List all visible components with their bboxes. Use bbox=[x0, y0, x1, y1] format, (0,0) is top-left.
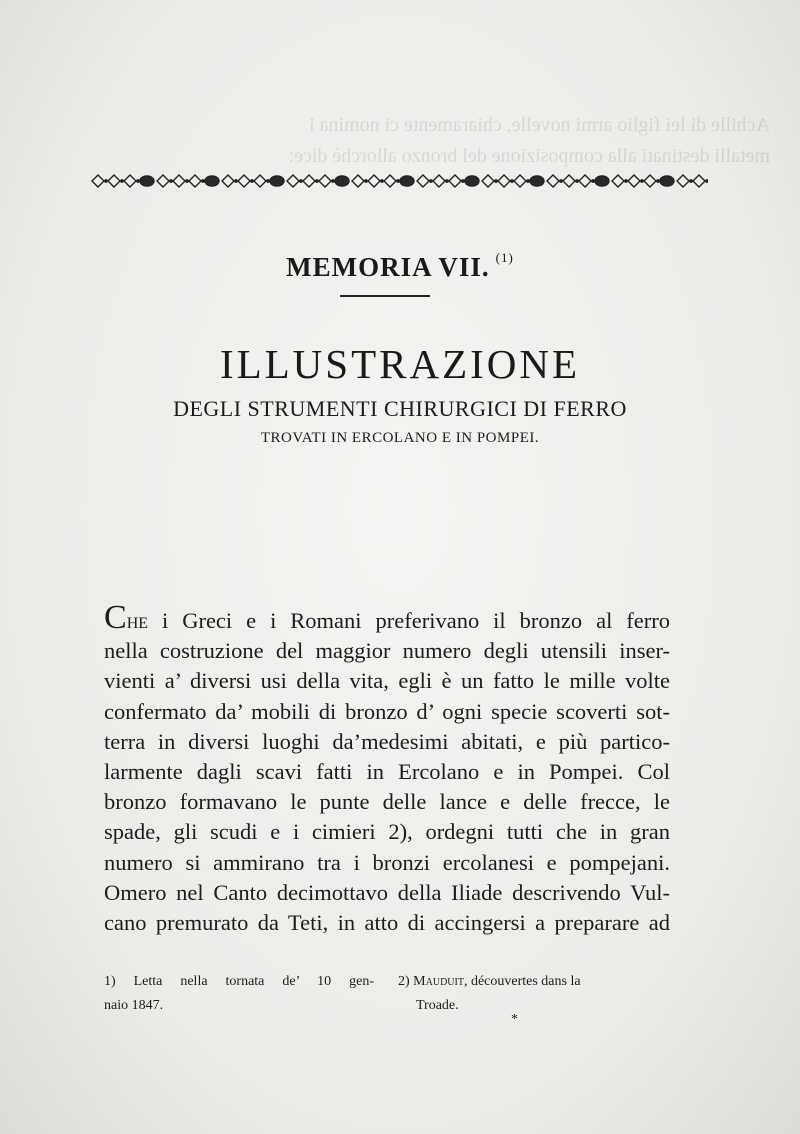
ornament-diamond bbox=[693, 175, 705, 187]
memoria-label: MEMORIA VII. bbox=[286, 252, 490, 282]
text-line: larmente dagli scavi fatti in Ercolano e in Pompei. Col bbox=[104, 759, 670, 785]
ornament-dot bbox=[186, 180, 188, 182]
footnote-2: 2) Mauduit, découvertes dans la Troade. bbox=[398, 970, 674, 1018]
ornament-diamond bbox=[547, 175, 559, 187]
body-paragraph bbox=[104, 599, 670, 938]
ornament-dot bbox=[316, 180, 318, 182]
ornament-diamond bbox=[92, 175, 104, 187]
ornament-dot bbox=[381, 180, 383, 182]
ornament-diamond bbox=[482, 175, 494, 187]
ornament-diamond bbox=[189, 175, 201, 187]
ornament-oval bbox=[660, 176, 674, 186]
ornament-dot bbox=[690, 180, 692, 182]
text-line: terra in diversi luoghi da’medesimi abitati, e più partico- bbox=[104, 728, 670, 754]
main-title: ILLUSTRAZIONE bbox=[219, 341, 581, 387]
footnote-2-author: Mauduit bbox=[413, 974, 464, 989]
text-line: numero si ammirano tra i bronzi ercolanesi e pompejani. bbox=[104, 849, 670, 875]
text-line: confermato da’ mobili di bronzo d’ ogni specie scoverti sot- bbox=[104, 698, 670, 724]
ornament-dot bbox=[462, 180, 464, 182]
ornament-diamond bbox=[238, 175, 250, 187]
footnote-1 bbox=[104, 970, 374, 1018]
bleed-through-text: Achille di lei figlio armi novelle, chiaramente ci nomina i metalli destinati alla composizione del bronzo allorchè dice: bbox=[288, 114, 770, 167]
ornament-diamond bbox=[579, 175, 591, 187]
ornament-dot bbox=[527, 180, 529, 182]
ornament-diamond bbox=[287, 175, 299, 187]
ornament-oval bbox=[335, 176, 349, 186]
ornament-oval bbox=[140, 176, 154, 186]
text-line: Che i Greci e i Romani preferivano il bronzo al ferro bbox=[104, 599, 670, 636]
ornament-dot bbox=[332, 180, 334, 182]
subtitle-secondary: TROVATI IN ERCOLANO E IN POMPEI. bbox=[260, 430, 540, 446]
ornament-dot bbox=[170, 180, 172, 182]
ornament-dot bbox=[430, 180, 432, 182]
ornament-dot bbox=[267, 180, 269, 182]
ornament-diamond bbox=[124, 175, 136, 187]
ornament-diamond bbox=[514, 175, 526, 187]
ornament-diamond bbox=[108, 175, 120, 187]
heading-rule bbox=[340, 295, 430, 297]
subtitle: DEGLI STRUMENTI CHIRURGICI DI FERRO bbox=[173, 396, 627, 421]
ornament-oval bbox=[400, 176, 414, 186]
ornament-diamond bbox=[157, 175, 169, 187]
ornament-oval bbox=[270, 176, 284, 186]
ornament-diamond bbox=[498, 175, 510, 187]
ornament-diamond bbox=[352, 175, 364, 187]
memoria-heading bbox=[0, 250, 800, 283]
ornament-dot bbox=[641, 180, 643, 182]
ornament-diamond bbox=[222, 175, 234, 187]
signature-mark: * bbox=[511, 1012, 518, 1027]
ornament-oval bbox=[205, 176, 219, 186]
text-line: Omero nel Canto decimottavo della Iliade descrivendo Vul- bbox=[104, 879, 670, 905]
ornament-dot bbox=[105, 180, 107, 182]
drop-cap: C bbox=[104, 599, 127, 636]
ornament-dot bbox=[657, 180, 659, 182]
ornament-dot bbox=[137, 180, 139, 182]
ornament-diamond bbox=[384, 175, 396, 187]
ornament-dot bbox=[365, 180, 367, 182]
footnote-1-line: naio 1847. bbox=[104, 998, 164, 1013]
text-line: vienti a’ diversi usi della vita, egli è un fatto le mille volte bbox=[104, 668, 670, 694]
ornament-dot bbox=[446, 180, 448, 182]
ornament-diamond bbox=[612, 175, 624, 187]
ornament-dot bbox=[235, 180, 237, 182]
ornament-dot bbox=[576, 180, 578, 182]
ornament-diamond bbox=[368, 175, 380, 187]
ornament-diamond bbox=[417, 175, 429, 187]
first-word-rest: he bbox=[126, 608, 149, 633]
ornament-dot bbox=[397, 180, 399, 182]
ornament-border bbox=[88, 170, 708, 192]
ornament-dot bbox=[121, 180, 123, 182]
ornament-diamond bbox=[644, 175, 656, 187]
ornament-dot bbox=[511, 180, 513, 182]
ornament-dot bbox=[625, 180, 627, 182]
ornament-dot bbox=[560, 180, 562, 182]
ornament-diamond bbox=[449, 175, 461, 187]
ornament-dot bbox=[592, 180, 594, 182]
ornament-diamond bbox=[254, 175, 266, 187]
ornament-oval bbox=[595, 176, 609, 186]
ornament-dot bbox=[706, 180, 708, 182]
ornament-dot bbox=[495, 180, 497, 182]
text-line: spade, gli scudi e i cimieri 2), ordegni tutti che in gran bbox=[104, 819, 670, 845]
ornament-diamond bbox=[303, 175, 315, 187]
footnote-2-line: Troade. bbox=[416, 998, 459, 1013]
text-line: nella costruzione del maggior numero degli utensili inser- bbox=[104, 638, 670, 664]
ornament-diamond bbox=[628, 175, 640, 187]
ornament-diamond bbox=[319, 175, 331, 187]
ornament-oval bbox=[530, 176, 544, 186]
ornament-dot bbox=[251, 180, 253, 182]
ornament-diamond bbox=[677, 175, 689, 187]
text-line: bronzo formavano le punte delle lance e delle frecce, le bbox=[104, 789, 670, 815]
ornament-dot bbox=[202, 180, 204, 182]
text-line: cano premurato da Teti, in atto di accingersi a preparare ad bbox=[104, 910, 670, 936]
ornament-oval bbox=[465, 176, 479, 186]
footnote-marker: (1) bbox=[495, 250, 514, 265]
ornament-diamond bbox=[173, 175, 185, 187]
footnote-1-line: 1) Letta nella tornata de’ 10 gen- bbox=[104, 974, 374, 989]
ornament-dot bbox=[300, 180, 302, 182]
ornament-diamond bbox=[563, 175, 575, 187]
ornament-diamond bbox=[433, 175, 445, 187]
